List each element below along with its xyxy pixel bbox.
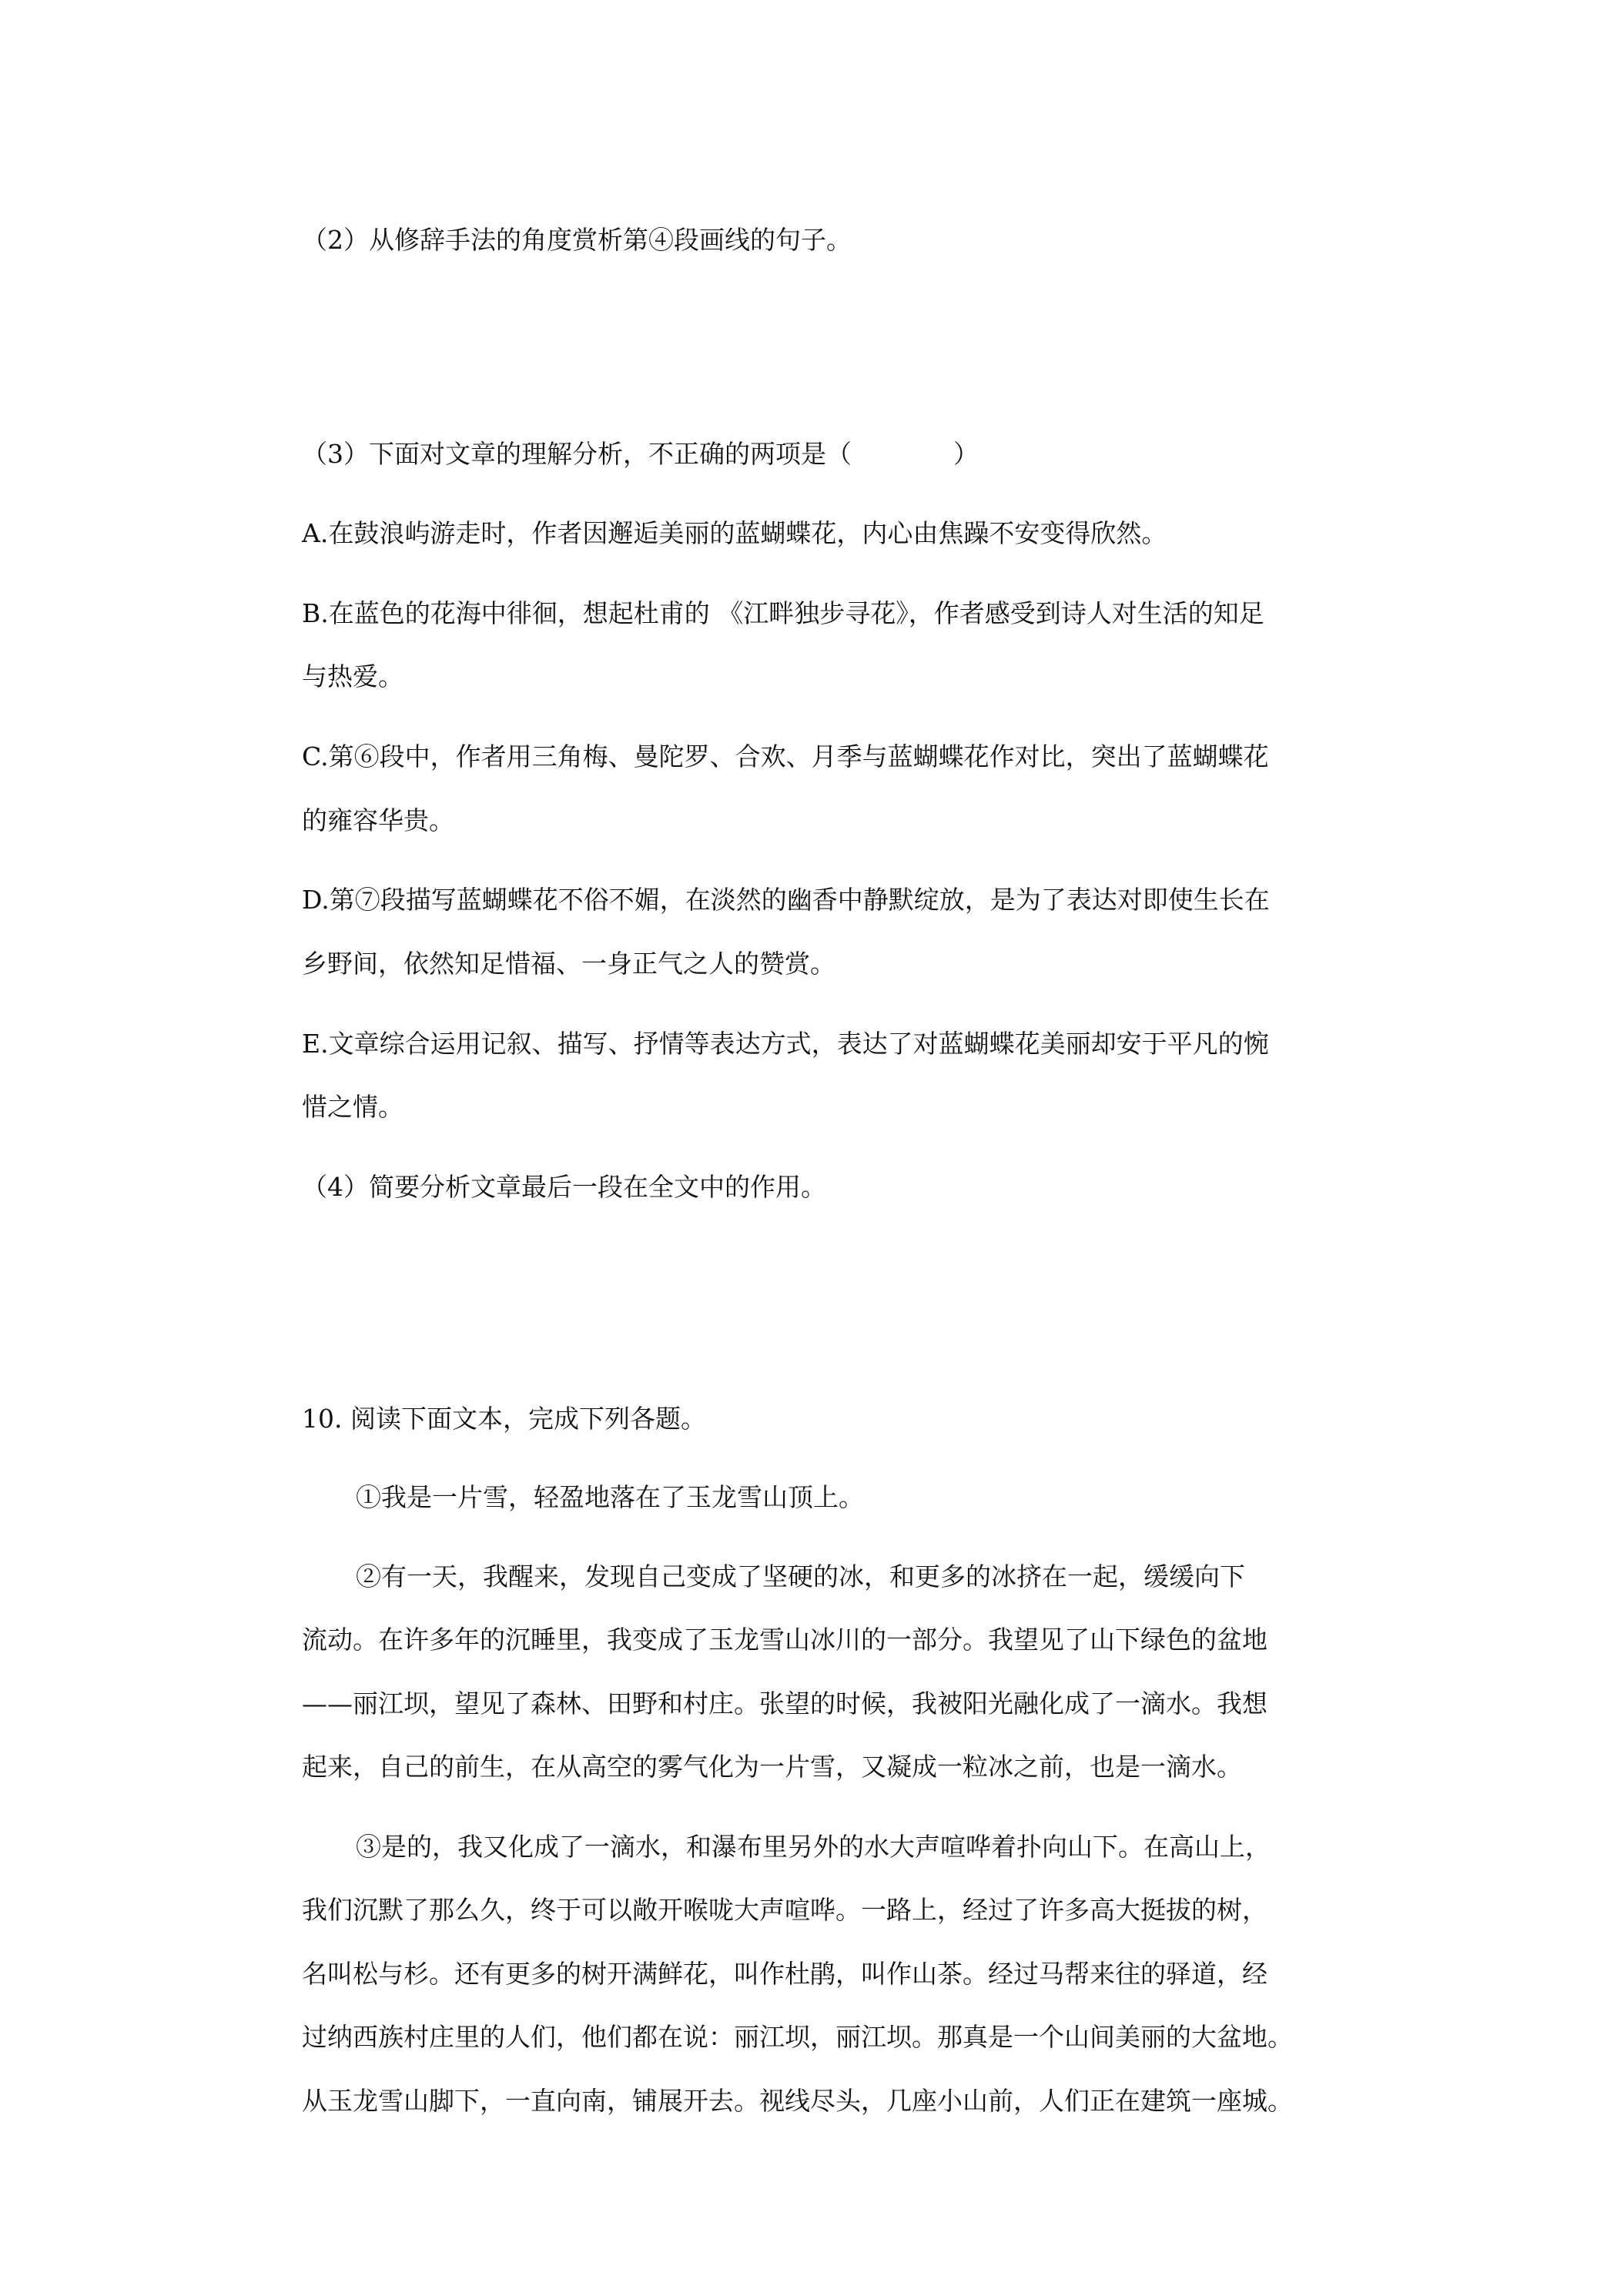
question-4: （4）简要分析文章最后一段在全文中的作用。 xyxy=(302,1172,826,1202)
option-d-line-2: 乡野间，依然知足惜福、一身正气之人的赞赏。 xyxy=(302,949,835,979)
option-c-line-1: C.第⑥段中，作者用三角梅、曼陀罗、合欢、月季与蓝蝴蝶花作对比，突出了蓝蝴蝶花 xyxy=(302,741,1269,771)
option-b-line-1: B.在蓝色的花海中徘徊，想起杜甫的 《江畔独步寻花》，作者感受到诗人对生活的知足 xyxy=(302,598,1264,628)
passage-paragraph-3-line-1: ③是的，我又化成了一滴水，和瀑布里另外的水大声喧哗着扑向山下。在高山上， xyxy=(356,1832,1271,1862)
option-b-line-2: 与热爱。 xyxy=(302,661,403,691)
passage-paragraph-3-line-4: 过纳西族村庄里的人们，他们都在说：丽江坝，丽江坝。那真是一个山间美丽的大盆地。 xyxy=(302,2022,1293,2052)
passage-paragraph-2-line-1: ②有一天，我醒来，发现自己变成了坚硬的冰，和更多的冰挤在一起，缓缓向下 xyxy=(356,1561,1245,1591)
option-c-line-2: 的雍容华贵。 xyxy=(302,805,454,835)
question-3: （3）下面对文章的理解分析，不正确的两项是（ ） xyxy=(302,439,979,469)
passage-paragraph-1: ①我是一片雪，轻盈地落在了玉龙雪山顶上。 xyxy=(356,1482,864,1512)
passage-paragraph-3-line-3: 名叫松与杉。还有更多的树开满鲜花，叫作杜鹃，叫作山茶。经过马帮来往的驿道，经 xyxy=(302,1959,1267,1989)
passage-paragraph-2-line-3: ——丽江坝，望见了森林、田野和村庄。张望的时候，我被阳光融化成了一滴水。我想 xyxy=(302,1689,1267,1719)
option-e-line-2: 惜之情。 xyxy=(302,1092,403,1122)
passage-paragraph-3-line-2: 我们沉默了那么久，终于可以敞开喉咙大声喧哗。一路上，经过了许多高大挺拔的树， xyxy=(302,1895,1267,1925)
option-d-line-1: D.第⑦段描写蓝蝴蝶花不俗不媚，在淡然的幽香中静默绽放，是为了表达对即使生长在 xyxy=(302,885,1270,915)
passage-paragraph-3-line-5: 从玉龙雪山脚下，一直向南，铺展开去。视线尽头，几座小山前，人们正在建筑一座城。 xyxy=(302,2086,1293,2116)
passage-paragraph-2-line-2: 流动。在许多年的沉睡里，我变成了玉龙雪山冰川的一部分。我望见了山下绿色的盆地 xyxy=(302,1625,1267,1655)
passage-paragraph-2-line-4: 起来，自己的前生，在从高空的雾气化为一片雪，又凝成一粒冰之前，也是一滴水。 xyxy=(302,1752,1242,1782)
option-e-line-1: E.文章综合运用记叙、描写、抒情等表达方式，表达了对蓝蝴蝶花美丽却安于平凡的惋 xyxy=(302,1029,1269,1059)
question-2: （2）从修辞手法的角度赏析第④段画线的句子。 xyxy=(302,225,852,255)
option-a: A.在鼓浪屿游走时，作者因邂逅美丽的蓝蝴蝶花，内心由焦躁不安变得欣然。 xyxy=(302,518,1167,548)
question-10: 10. 阅读下面文本，完成下列各题。 xyxy=(302,1404,706,1434)
